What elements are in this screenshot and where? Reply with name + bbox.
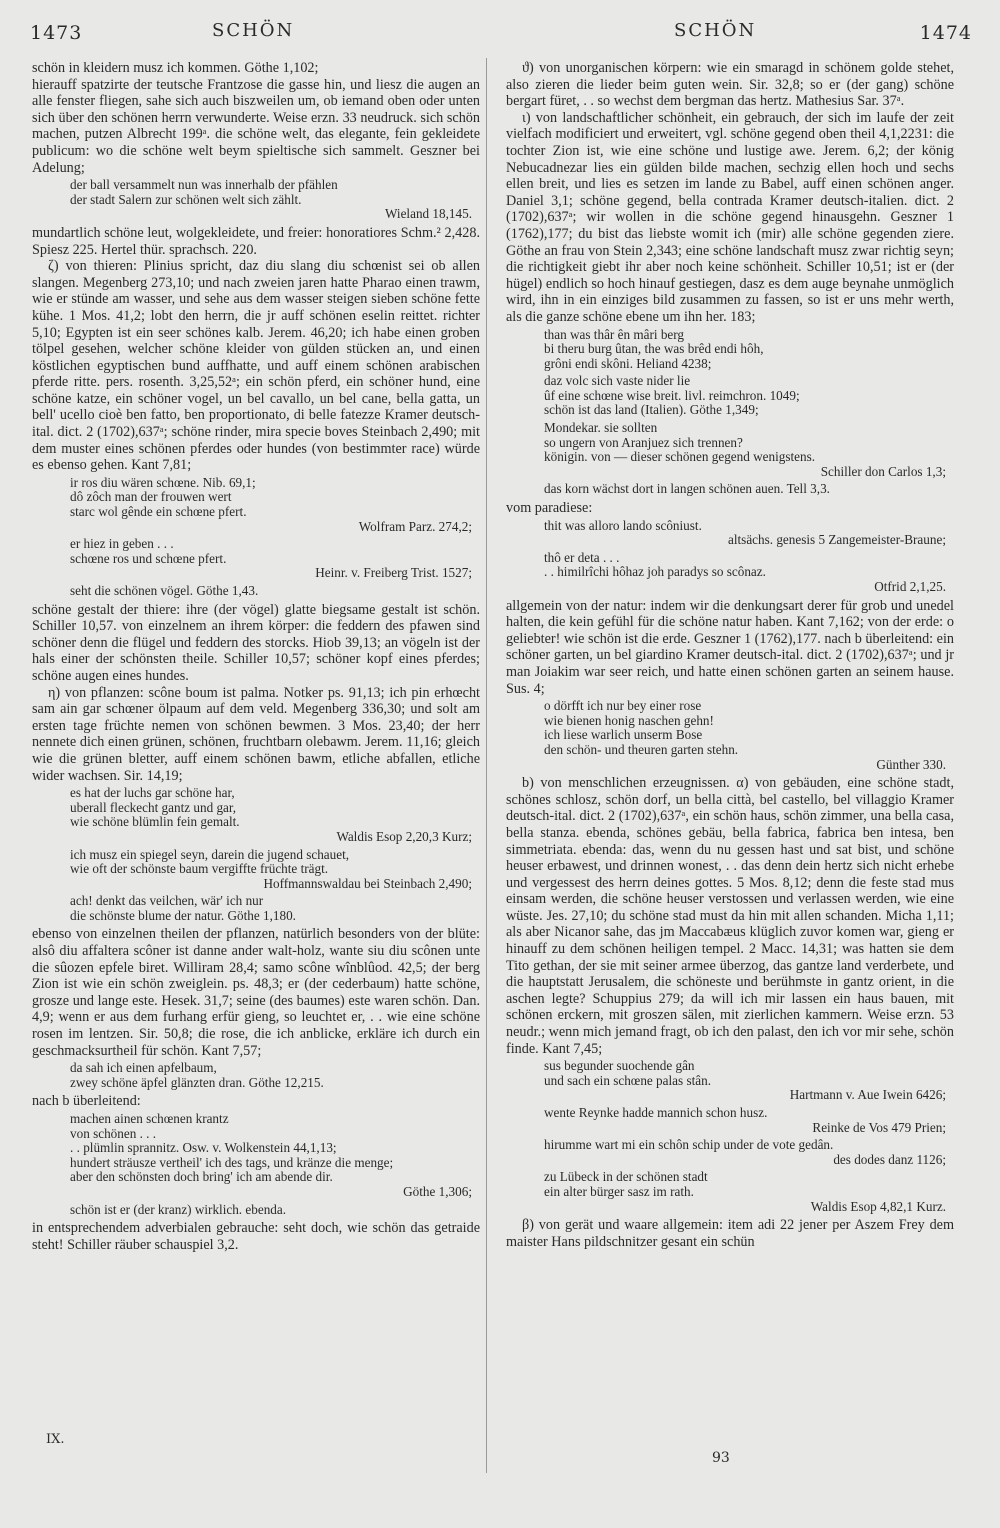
quotation-block [506,699,954,772]
left-column [32,60,480,1480]
quotation-line: starc wol gênde ein schœne pfert. [70,504,247,520]
quotation-block [506,551,954,595]
quotation-line: thit was alloro lando scôniust. [544,517,702,533]
quotation-line: zwey schöne äpfel glänzten dran. Göthe 12,215. [70,1074,324,1090]
quotation-block [32,848,480,892]
quotation-line: bi theru burg ûtan, the was brêd endi hôh, [544,341,764,357]
entry-paragraph: ebenso von einzelnen theilen der pflanzen, natürlich besonders von der blüte: alsô diu affaltera scôner ist danne ander walt-holz, wante siu diu scônen unte die sûozen epfele biret. Williram 28,4; samo scône wînblûod. 42,5; der berg Zion ist wie ein schön zweiglein. ps. 48,3; er (der cederbaum) hatte schöne, grosze und lange este. Hesek. 31,7; seine (des baumes) este waren schön. Dan. 4,9; wenn er aus dem furhang erfür gieng, so leuchtet er, . . wie eine schöne rosen im lentzen. Sir. 50,8; die rose, die ich anblicke, erkläre ich durch ein geschmacksurtheil für schön. Kant 7,57; [32,926,480,1059]
sheet-number: 93 [712,1450,730,1466]
quotation-line: das korn wächst dort in langen schönen auen. Tell 3,3. [544,481,830,497]
quotation-block [506,421,954,479]
quotation-line: machen ainen schœnen krantz [70,1111,229,1126]
entry-paragraph: ϑ) von unorganischen körpern: wie ein smaragd in schönem golde stehet, also zieren die lieder beim guten wein. Sir. 32,8; so er (der gang) schöne bergart füret, . . so wechst dem bergman das hertz. Mathesius Sar. 37ᵃ. [506,60,954,110]
quotation-line: schön ist er (der kranz) wirklich. ebenda. [70,1201,287,1217]
entry-paragraph: vom paradiese: [506,500,593,517]
quotation-line: Mondekar. sie sollten [544,420,658,436]
entry-paragraph: ζ) von thieren: Plinius spricht, daz diu slang diu schœnist sei ob allen slangen. Megenberg 273,10; und nach zweien jaren hatte Pharao einen trawm, wie er stünde am wasser, und sehe aus dem wasser steigen sieben schöne fette kühe. 1 Mos. 41,2; lobt den herrn, die jr auff schönen eselin reittet. richter 5,10; Egypten ist ein seer schönes kalb. Jerem. 46,20; ich habe einen groben tölpel gesehen, welcher schöne kleider von gülden stücken an, und einen köstlichen egyptischen bund auffhatte, und auff einem schönen arabischen pferde ritte. pers. rosenth. 3,25,52ᵃ; ein schön pferd, ein schöner hund, eine schöne katze, ein schöner vogel, un bel cavallo, un bel cane, bella gatta, un bell' ucello cioè ben fatto, ben proportionato, di belle fatezze Kramer deutsch-ital. dict. 2 (1702),637ᵃ; schöne rinder, mira specie boves Steinbach 2,490; mit dem muster eines schönen pferdes oder hundes (von bestimmter race) würde es ebenso gehen. Kant 7,81; [32,258,480,474]
headword-right: SCHÖN [674,20,757,41]
quotation-line: hundert sträusze vertheil' ich des tags, und kränze die menge; [70,1154,394,1170]
quotation-block [32,1061,480,1090]
quotation-block [506,1170,954,1214]
quotation-line: ach! denkt das veilchen, wär' ich nur [70,893,264,909]
quotation-line: schœne ros und schœne pfert. [70,550,227,566]
quotation-source: Waldis Esop 4,82,1 Kurz. [810,1198,946,1214]
quotation-source: Heinr. v. Freiberg Trist. 1527; [315,565,472,581]
quotation-block [506,1138,954,1167]
quotation-line: ich musz ein spiegel seyn, darein die jugend schauet, [70,846,350,862]
quotation-line: daz volc sich vaste nider lie [544,373,691,389]
quotation-line: grôni endi skôni. Heliand 4238; [544,355,712,371]
quotation-line: königin. von — dieser schönen gegend wenigstens. [544,449,816,465]
entry-paragraph: nach b überleitend: [32,1093,141,1110]
quotation-line: der ball versammelt nun was innerhalb der pfählen [70,177,338,193]
quotation-line: uberall fleckecht gantz und gar, [70,799,237,815]
quotation-line: ir ros diu wären schœne. Nib. 69,1; [70,474,256,490]
entry-paragraph: ι) von landschaftlicher schönheit, ein gebrauch, der sich im laufe der zeit vielfach modificiert und erweitert, vgl. schöne gegend oben theil 4,1,2231: die tochter Zion ist, wie eine schöne und lustige awe. Jerem. 6,2; der könig Nebucadnezar lies ein gülden bilde machen, sechzig ellen hoch und sechs ellen breit, und lies es setzen im lande zu Babel, auff einen schönen anger. Daniel 3,1; schöne gegend, bella contrada Kramer deutsch-italien. dict. 2 (1702),637ᵃ; wir wollen in die schöne gegend hinausgehn. Geszner 1 (1762),177; du bist das liebste womit ich (mir) alle schöne gegenden ziere. Göthe an frau von Stein 2,343; eine schöne landschaft musz zwar richtig seyn; die richtigkeit giebt ihr aber noch keine schönheit. Schiller 10,51; ist er (der hügel) endlich so hoch hinauf gestiegen, dasz es dem auge beynahe unmöglich wird, ihn in ein einziges bild zusammen zu fassen, so ist er uns mehr werth, als die ganze schöne ebene um ihn her. 183; [506,109,954,325]
entry-paragraph: in entsprechendem adverbialen gebrauche: seht doch, wie schön das getraide steht! Schiller räuber schauspiel 3,2. [32,1220,480,1253]
entry-paragraph: mundartlich schöne leut, wolgekleidete, und freier: honoratiores Schm.² 2,428. Spiesz 225. Hertel thür. sprachsch. 220. [32,224,480,258]
quotation-block [32,476,480,534]
quotation-line: zu Lübeck in der schönen stadt [544,1169,708,1185]
quotation-source: Wieland 18,145. [385,206,472,222]
quotation-line: der stadt Salern zur schönen welt sich zählt. [70,191,302,207]
quotation-block [32,894,480,923]
signature-mark: IX. [46,1432,65,1447]
quotation-source: Wolfram Parz. 274,2; [358,518,472,534]
entry-paragraph: b) von menschlichen erzeugnissen. α) von gebäuden, eine schöne stadt, schönes schlosz, schön dorf, un bella città, bel castello, bel villaggio Kramer deutsch-ital. dict. 2 (1702),637ᵃ, ein schön haus, schön zimmer, una bella casa, bella stanza. ebenda, schönes gebäu, bella fabrica, fabrica ben intesa, ben simmetriata. ebenda: das, wenn du nu gessen hast und sat bist, und schöne heuser erbawest, und drinnen wonest, . . das denn dein hertz sich nicht erhebe und vergessest des herrn deines gottes. 5 Mos. 8,12; denn die feste stad mus einsam werden, die schöne heuser verstossen und verlassen werden, wie eine wüste. Jes. 27,10; du schöne stad must da hin mit allen schanden. Micha 1,11; als aber Nicanor sahe, das jm Maccabæus klüglich zuvor komen war, gieng er hinauff zu dem schönen heiligen tempel. 2 Macc. 14,31; was hatten sie dem Tito gethan, der sie mit seiner armee überzog, das gantze land verderbete, und die hauptstatt Jerusalem, die schöneste und berühmste in gantz orient, in die aschen legte? Schuppius 279; da will ich mir lassen ein haus bauen, mit schönen erckern, mit groszen sälen, mit zierlichen kammern. Weise erzn. 53 neudr.; wenn mich jemand fragt, ob ich den palast, den ich vor mir sehe, schön finde. Kant 7,45; [506,775,954,1057]
quotation-line: wie oft der schönste baum vergiffte früchte trägt. [70,861,329,877]
quotation-source: des dodes danz 1126; [833,1151,946,1167]
quotation-block [506,1106,954,1135]
quotation-line: die schönste blume der natur. Göthe 1,180. [70,907,296,923]
quotation-block [506,519,954,548]
page-number-right: 1474 [919,22,972,44]
quotation-line: er hiez in geben . . . [70,536,174,552]
quotation-line: und sach ein schœne palas stân. [544,1072,711,1088]
quotation-block [32,1112,480,1200]
quotation-line: than was thâr ên mâri berg [544,326,685,342]
quotation-line: . . himilrîchi hôhaz joh paradys so scônaz. [544,564,766,580]
quotation-source: Göthe 1,306; [403,1183,472,1199]
quotation-block [32,786,480,844]
quotation-line: ein alter bürger sasz im rath. [544,1183,694,1199]
quotation-line: o dörfft ich nur bey einer rose [544,698,702,714]
quotation-source: Reinke de Vos 479 Prien; [812,1119,946,1135]
quotation-block [32,584,480,599]
quotation-line: ich liese warlich unserm Bose [544,727,703,743]
quotation-line: ûf eine schœne wise breit. livl. reimchron. 1049; [544,387,800,403]
quotation-line: seht die schönen vögel. Göthe 1,43. [70,583,259,598]
quotation-line: sus begunder suochende gân [544,1058,695,1074]
quotation-block [506,374,954,418]
right-column [506,60,954,1480]
quotation-block [32,537,480,581]
quotation-source: Hartmann v. Aue Iwein 6426; [789,1087,946,1103]
quotation-block [506,482,954,497]
entry-paragraph: allgemein von der natur: indem wir die denkungsart derer für grob und unedel halten, die kein gefühl für die schöne natur haben. Kant 7,162; von der erde: o geliebter! wie schön ist die erde. Geszner 1 (1762),177. nach b überleitend: ein schöner garten, un bel giardino Kramer deutsch-ital. dict. 2 (1702),637ᵃ; und jr man Joiakim war seer reich, und hatte einen schönen garten an seinem hause. Sus. 4; [506,597,954,697]
quotation-line: . . plümlin sprannitz. Osw. v. Wolkenstein 44,1,13; [70,1140,337,1156]
quotation-line: hirumme wart mi ein schôn schip under de vote gedân. [544,1137,834,1153]
quotation-line: es hat der luchs gar schöne har, [70,785,235,801]
quotation-source: Günther 330. [876,756,946,772]
quotation-line: aber den schönsten doch bring' ich am abende dir. [70,1169,333,1185]
quotation-source: Otfrid 2,1,25. [874,579,946,594]
entry-paragraph: β) von gerät und waare allgemein: item adi 22 jener per Aszem Frey dem maister Hans pildschnitzer gesant ein schün [506,1217,954,1250]
quotation-line: wente Reynke hadde mannich schon husz. [544,1105,768,1120]
page-number-left: 1473 [30,22,83,44]
quotation-line: den schön- und theuren garten stehn. [544,741,739,757]
quotation-source: Hoffmannswaldau bei Steinbach 2,490; [263,875,472,891]
entry-paragraph: η) von pflanzen: scône boum ist palma. Notker ps. 91,13; ich pin erhœcht sam ain gar schœner ölpaum auf dem veld. Megenberg 336,30; und solt am ersten tage früchte nemen von schönen bewmen. 3 Mos. 23,40; der herr nennete dich einen grünen, schönen, fruchtbarn olebawm. Jerem. 11,16; gleich wie die grünen bletter, auff einem schönen bawm, etliche abfallen, etliche wider wachsen. Sir. 14,19; [32,684,480,784]
quotation-line: so ungern von Aranjuez sich trennen? [544,434,743,450]
quotation-block [32,1203,480,1218]
entry-paragraph: schöne gestalt der thiere: ihre (der vögel) glatte biegsame gestalt ist schön. Schiller 10,57. von einzelnem an ihrem körper: die feddern des pfawen sind schöner denn die flügel und feddern des storcks. Hiob 39,13; an vögeln ist der hals einer der schönsten theile. Schiller 10,57; schöner kopf eines pferdes; schöne augen eines hundes. [32,601,480,684]
quotation-line: da sah ich einen apfelbaum, [70,1060,217,1076]
quotation-block [506,1059,954,1103]
quotation-source: Schiller don Carlos 1,3; [820,463,946,479]
quotation-line: schön ist das land (Italien). Göthe 1,349; [544,402,759,418]
headword-left: SCHÖN [212,20,295,41]
quotation-source: Waldis Esop 2,20,3 Kurz; [336,828,472,844]
running-header [30,18,972,48]
entry-paragraph: hierauff spatzirte der teutsche Frantzose die gasse hin, und liesz die augen an alle fenster fliegen, sahe sich auch biszweilen um, ob iemand oben oder unten sich über den schönen herrn verwunderte. Weise erzn. 33 neudruck. sich schön machen, putzen Albrecht 199ᵃ. die schöne welt, das elegante, fein gekleidete publicum: wo die schöne welt beym spieltische sich sammelt. Geszner bei Adelung; [32,76,480,176]
quotation-line: wie bienen honig naschen gehn! [544,712,714,728]
column-divider [486,58,487,1473]
quotation-line: thô er deta . . . [544,549,620,565]
quotation-block [32,178,480,222]
quotation-block [506,328,954,372]
quotation-line: von schönen . . . [70,1125,157,1141]
quotation-line: wie schöne blümlin fein gemalt. [70,814,240,830]
quotation-line: dô zôch man der frouwen wert [70,489,232,505]
entry-paragraph: schön in kleidern musz ich kommen. Göthe 1,102; [32,60,319,76]
quotation-source: altsächs. genesis 5 Zangemeister-Braune; [728,532,946,548]
